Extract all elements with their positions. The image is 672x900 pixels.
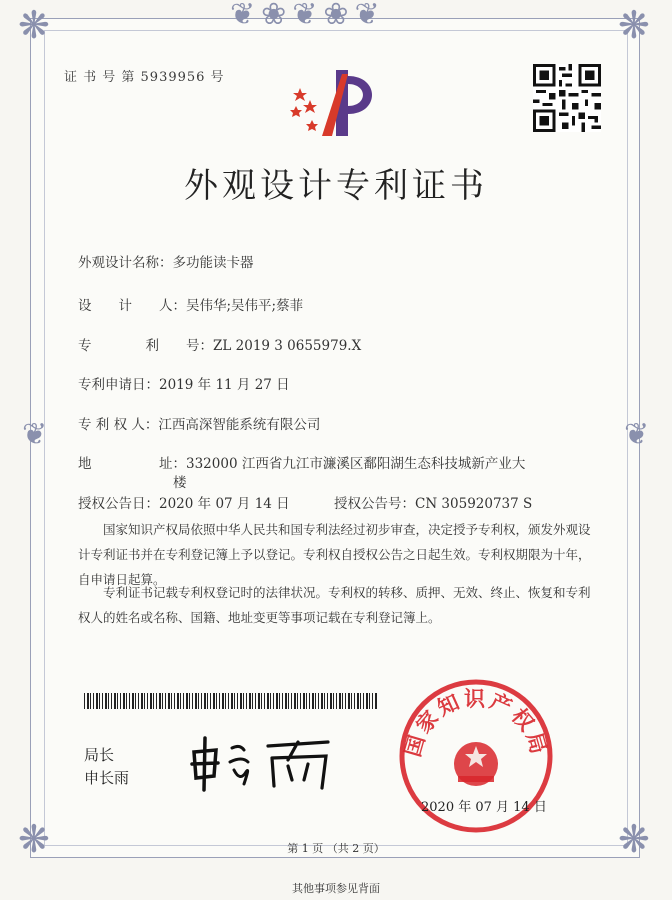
patentee-label: 专 利 权 人： bbox=[78, 417, 159, 433]
grant-date-row bbox=[78, 492, 290, 512]
certificate-number: 证 书 号 第 5939956 号 bbox=[64, 70, 225, 85]
patentee-value: 江西高深智能系统有限公司 bbox=[158, 417, 321, 433]
design-name-value: 多功能读卡器 bbox=[172, 255, 254, 271]
barcode-icon bbox=[84, 693, 378, 709]
grant-date-value: 2020 年 07 月 14 日 bbox=[159, 496, 290, 512]
filing-date-value: 2019 年 11 月 27 日 bbox=[159, 377, 290, 393]
address-value-line2: 楼 bbox=[173, 475, 187, 491]
top-ornament-icon: ❦❀❦❀❦ bbox=[230, 0, 386, 32]
grant-number-label: 授权公告号： bbox=[334, 496, 415, 512]
patent-number-row bbox=[78, 334, 361, 354]
filing-date-label: 专利申请日： bbox=[78, 377, 159, 393]
address-row-continued bbox=[173, 471, 187, 491]
address-value-line1: 332000 江西省九江市濂溪区鄱阳湖生态科技城新产业大 bbox=[186, 456, 526, 472]
handwritten-signature bbox=[188, 732, 338, 792]
address-label: 地 址： bbox=[78, 456, 186, 472]
grant-number-value: CN 305920737 S bbox=[415, 496, 533, 512]
footer-note: 其他事项参见背面 bbox=[292, 882, 380, 895]
legal-status-paragraph: 专利证书记载专利权登记时的法律状况。专利权的转移、质押、无效、终止、恢复和专利权人的姓名或名称、国籍、地址变更等事项记载在专利登记簿上。 bbox=[78, 585, 591, 625]
grant-date-label: 授权公告日： bbox=[78, 496, 159, 512]
design-name-row bbox=[78, 251, 254, 271]
patent-number-value: ZL 2019 3 0655979.X bbox=[213, 338, 362, 354]
page-indicator: 第 1 页 （共 2 页） bbox=[287, 842, 385, 855]
svg-text:国家知识产权局: 国家知识产权局 bbox=[400, 687, 552, 760]
qr-code-icon bbox=[533, 64, 601, 132]
seal-date: 2020 年 07 月 14 日 bbox=[421, 800, 547, 815]
grant-number-row bbox=[334, 492, 532, 512]
right-edge-ornament-icon: ❦ bbox=[624, 417, 650, 452]
top-right-corner-ornament-icon: ❋ bbox=[618, 3, 650, 47]
cnipa-logo-icon bbox=[288, 66, 384, 138]
patentee-row bbox=[78, 413, 320, 433]
left-edge-ornament-icon: ❦ bbox=[22, 417, 48, 452]
design-name-label: 外观设计名称： bbox=[78, 255, 173, 271]
patent-number-label: 专 利 号： bbox=[78, 338, 213, 354]
bottom-left-corner-ornament-icon: ❋ bbox=[18, 817, 50, 861]
certificate-title: 外观设计专利证书 bbox=[184, 166, 488, 206]
designer-value: 吴伟华;吴伟平;蔡菲 bbox=[186, 298, 304, 314]
grant-paragraph: 国家知识产权局依照中华人民共和国专利法经过初步审查，决定授予专利权，颁发外观设计专利证书并在专利登记簿上予以登记。专利权自授权公告之日起生效。专利权期限为十年，自申请日起算。 bbox=[78, 522, 591, 587]
bottom-right-corner-ornament-icon: ❋ bbox=[618, 817, 650, 861]
designer-row bbox=[78, 294, 303, 314]
address-row bbox=[78, 452, 525, 472]
designer-label: 设 计 人： bbox=[78, 298, 186, 314]
director-name: 申长雨 bbox=[84, 769, 130, 787]
director-title: 局长 bbox=[84, 746, 115, 764]
filing-date-row bbox=[78, 373, 290, 393]
top-left-corner-ornament-icon: ❋ bbox=[18, 3, 50, 47]
